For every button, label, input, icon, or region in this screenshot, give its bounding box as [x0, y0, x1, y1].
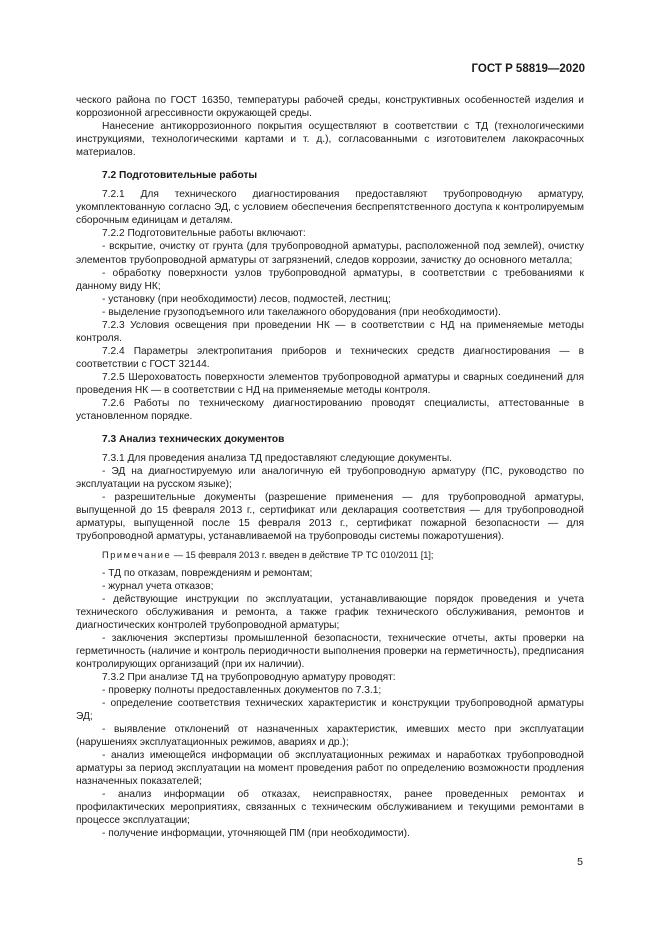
- list-item: - определение соответствия технических характеристик и конструкции трубопроводной арматуры ЭД;: [76, 698, 584, 723]
- paragraph: 7.2.1 Для технического диагностирования предоставляют трубопроводную арматуру, укомплектованную согласно ЭД, с условием обеспечения беспрепятственного доступа к контролируемым сборочным единицам и деталям.: [76, 189, 584, 227]
- list-item: - получение информации, уточняющей ПМ (при необходимости).: [102, 828, 410, 840]
- section-heading-7-3: 7.3 Анализ технических документов: [102, 434, 285, 446]
- list-item: - ЭД на диагностируемую или аналогичную ей трубопроводную арматуру (ПС, руководство по эксплуатации на русском языке);: [76, 466, 584, 491]
- standard-designation: ГОСТ Р 58819—2020: [471, 63, 585, 75]
- list-item: - ТД по отказам, повреждениям и ремонтам;: [102, 567, 313, 579]
- list-item: - обработку поверхности узлов трубопроводной арматуры, в соответствии с требованиями к данному виду НК;: [76, 267, 584, 292]
- paragraph: 7.2.2 Подготовительные работы включают:: [102, 228, 306, 240]
- paragraph: ческого района по ГОСТ 16350, температуры рабочей среды, конструктивных особенностей изделия и коррозионной агрессивности окружающей среды.: [76, 95, 584, 120]
- body-text: [76, 94, 584, 841]
- note-label: Примечание: [102, 549, 172, 560]
- paragraph: 7.2.5 Шероховатость поверхности элементов трубопроводной арматуры и сварных соединений для проведения НК — в соответствии с НД на применяемые методы контроля.: [76, 371, 584, 396]
- note: [76, 549, 584, 562]
- list-item: - анализ информации об отказах, неисправностях, ранее проведенных ремонтах и профилактических мероприятиях, связанных с техническим обслуживанием и текущими ремонтами в процессе эксплуатации;: [76, 789, 584, 827]
- list-item: - выделение грузоподъемного или такелажного оборудования (при необходимости).: [102, 306, 501, 318]
- paragraph: 7.3.2 При анализе ТД на трубопроводную арматуру проводят:: [102, 671, 396, 683]
- paragraph: 7.2.4 Параметры электропитания приборов и технических средств диагностирования — в соответствии с ГОСТ 32144.: [76, 345, 584, 370]
- list-item: - анализ имеющейся информации об эксплуатационных режимах и наработках трубопроводной арматуры за период эксплуатации на момент проведения работ по определению возможности продления назначенных показателей;: [76, 750, 584, 788]
- paragraph: 7.2.6 Работы по техническому диагностированию проводят специалисты, аттестованные в установленном порядке.: [76, 398, 584, 423]
- list-item: - журнал учета отказов;: [102, 580, 214, 592]
- list-item: - вскрытие, очистку от грунта (для трубопроводной арматуры, расположенной под землей), очистку элементов трубопроводной арматуры от загрязнений, следов коррозии, зачистку до основного металла;: [76, 241, 584, 266]
- list-item: - выявление отклонений от назначенных характеристик, имевших место при эксплуатации (нарушениях эксплуатационных режимов, авариях и др.);: [76, 724, 584, 749]
- paragraph: 7.3.1 Для проведения анализа ТД предоставляют следующие документы.: [102, 453, 453, 465]
- list-item: - проверку полноты предоставленных документов по 7.3.1;: [102, 684, 382, 696]
- list-item: - заключения экспертизы промышленной безопасности, технические отчеты, акты проверки на герметичность (наличие и контроль периодичности выполнения проверки на герметичность), предписания контролирующих организаций (при их наличии).: [76, 632, 584, 670]
- paragraph: 7.2.3 Условия освещения при проведении НК — в соответствии с НД на применяемые методы контроля.: [76, 319, 584, 344]
- list-item: - установку (при необходимости) лесов, подмостей, лестниц;: [102, 293, 391, 305]
- page-number: 5: [577, 856, 583, 868]
- note-text: — 15 февраля 2013 г. введен в действие ТР ТС 010/2011 [1];: [171, 549, 434, 560]
- list-item: - разрешительные документы (разрешение применения — для трубопроводной арматуры, выпущенной до 15 февраля 2013 г., сертификат или декларация соответствия — для трубопроводной арматуры, выпущенной после 15 февраля 2013 г., сертификат пожарной безопасности — для трубопроводной арматуры, устанавливаемой на трубопроводы системы пожаротушения).: [76, 492, 584, 543]
- section-heading-7-2: 7.2 Подготовительные работы: [102, 170, 258, 182]
- list-item: - действующие инструкции по эксплуатации, устанавливающие порядок проведения и учета технического обслуживания и ремонта, а также график технического обслуживания, ремонтов и диагностических контролей трубопроводной арматуры;: [76, 593, 584, 631]
- paragraph: Нанесение антикоррозионного покрытия осуществляют в соответствии с ТД (технологическими инструкциями, технологическими картами и т. д.), согласованными с изготовителем лакокрасочных материалов.: [76, 121, 584, 159]
